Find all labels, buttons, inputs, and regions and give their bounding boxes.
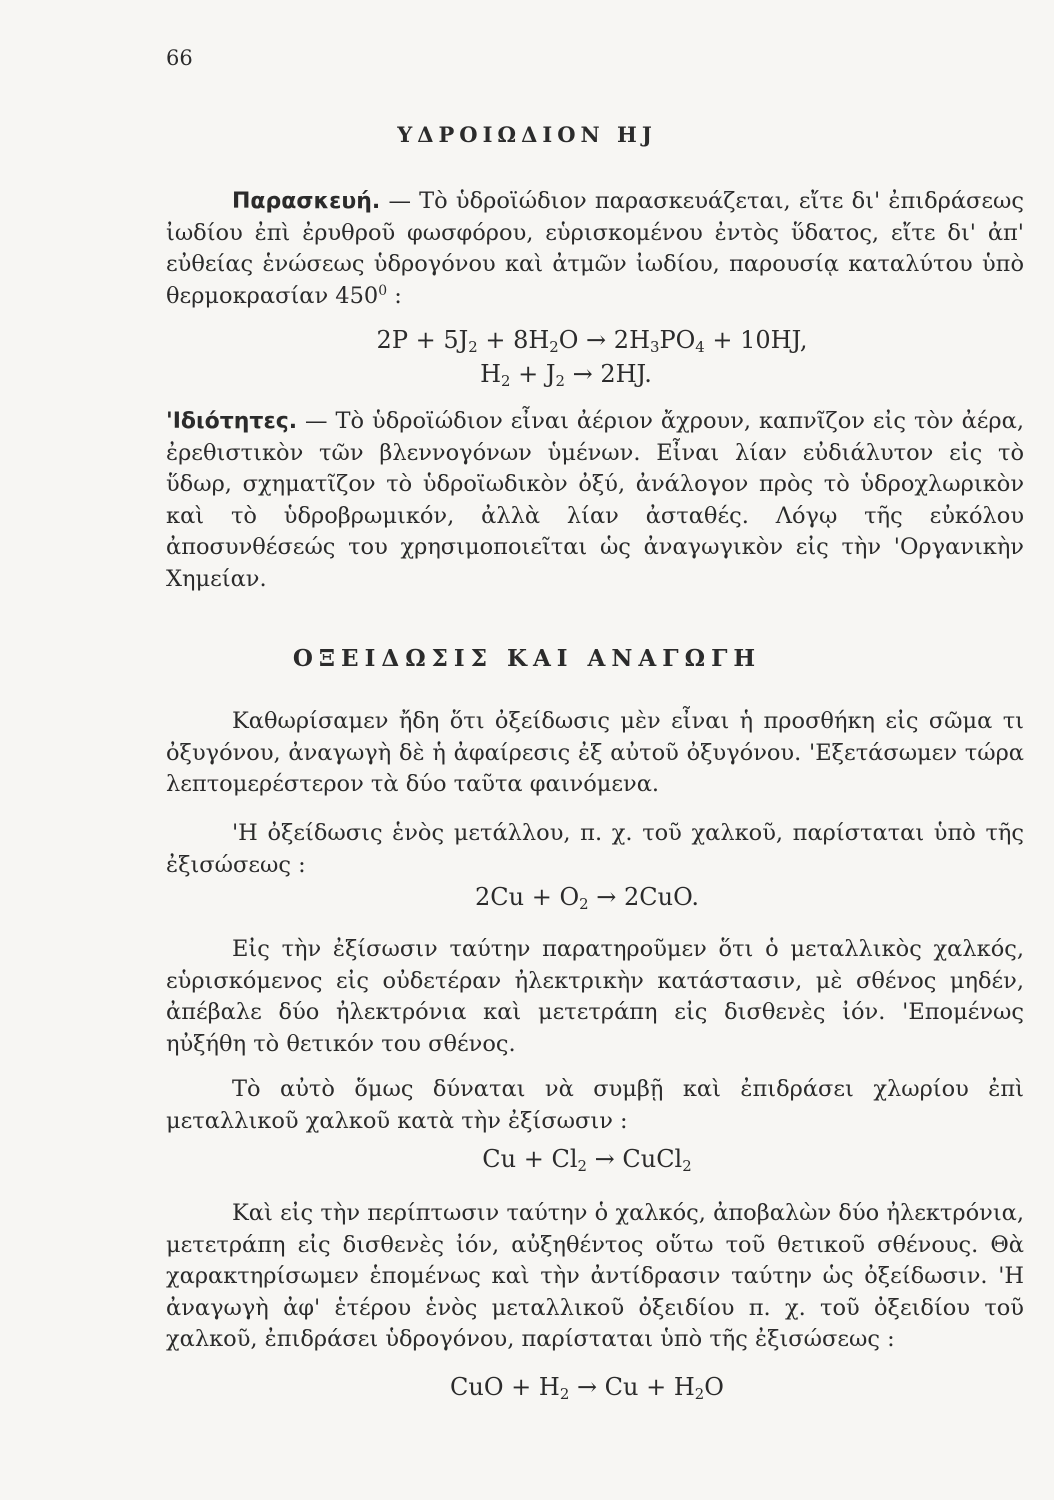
equation-copper-oxide-hydrogen: CuO + $H_2 \to Cu + H_2O$: [450, 1373, 724, 1403]
equation-copper-oxygen: $2Cu + O_2 \to 2CuO$.: [475, 883, 699, 913]
properties-label: 'Ιδιότητες.: [166, 409, 298, 434]
paragraph-chlorine: Τὸ αὐτὸ ὅμως δύναται νὰ συμβῇ καὶ ἐπιδράσει χλωρίου ἐπὶ μεταλλικοῦ χαλκοῦ κατὰ τὴν ἐξίσωσιν :: [166, 1076, 1024, 1134]
preparation-label: Παρασκευή.: [232, 189, 381, 214]
paragraph-definition: Καθωρίσαμεν ἤδη ὅτι ὀξείδωσις μὲν εἶναι ἡ προσθήκη εἰς σῶμα τι ὀξυγόνου, ἀναγωγὴ δὲ ἡ ἀφαίρεσις ἐξ αὐτοῦ ὀξυγόνου. 'Εξετάσωμεν τώρα λεπτομερέστερον τὰ δύο ταῦτα φαινόμενα.: [166, 708, 1024, 798]
equation-phosphorus-iodine: $2P + 5J_2 + 8H_2O \to 2H_3PO_4 + 10HJ$,: [376, 326, 808, 356]
degree-mark: 0: [378, 282, 388, 299]
page-number: 66: [166, 46, 193, 70]
section-title-oxidation-reduction: ΟΞΕΙΔΩΣΙΣ ΚΑΙ ΑΝΑΓΩΓΗ: [292, 645, 762, 672]
paragraph-copper-oxidation: 'Η ὀξείδωσις ἑνὸς μετάλλου, π. χ. τοῦ χαλκοῦ, παρίσταται ὑπὸ τῆς ἐξισώσεως :: [166, 820, 1024, 878]
equation-copper-chlorine: $Cu + Cl_2$ → CuCl$_2$: [482, 1145, 692, 1175]
paragraph-reduction: Καὶ εἰς τὴν περίπτωσιν ταύτην ὁ χαλκός, ἀποβαλὼν δύο ἠλεκτρόνια, μετετράπη εἰς δισθενὲς ἰόν, αὐξηθέντος οὕτω τοῦ θετικοῦ σθένους. Θὰ χαρακτηρίσωμεν ἑπομένως καὶ τὴν ἀντίδρασιν ταύτην ὡς ὀξείδωσιν. 'Η ἀναγωγὴ ἀφ' ἑτέρου ἑνὸς μεταλλικοῦ ὀξειδίου π. χ. τοῦ ὀξειδίου τοῦ χαλκοῦ, ἐπιδράσει ὑδρογόνου, παρίσταται ὑπὸ τῆς ἐξισώσεως :: [166, 1200, 1024, 1353]
equation-hydrogen-iodine: $H_2 + J_2 \to 2HJ$.: [480, 360, 652, 390]
preparation-end: :: [387, 282, 402, 309]
paragraph-preparation: [166, 186, 1024, 312]
properties-text: — Τὸ ὑδροϊώδιον εἶναι ἀέριον ἄχρουν, καπνῖζον εἰς τὸν ἀέρα, ἐρεθιστικὸν τῶν βλεννογόνων ὑμένων. Εἶναι λίαν εὐδιάλυτον εἰς τὸ ὕδωρ, σχηματῖζον τὸ ὑδροϊωδικὸν ὀξύ, ἀνάλογον πρὸς τὸ ὑδροχλωρικὸν καὶ τὸ ὑδροβρωμικόν, ἀλλὰ λίαν ἀσταθές. Λόγῳ τῆς εὐκόλου ἀποσυνθέσεώς του χρησιμοποιεῖται ὡς ἀναγωγικὸν εἰς τὴν 'Οργανικὴν Χημείαν.: [166, 408, 1024, 592]
section-title-hydroiodide: ΥΔΡΟΙΩΔΙΟΝ HJ: [397, 122, 657, 147]
preparation-text: — Τὸ ὑδροϊώδιον παρασκευάζεται, εἴτε δι' ἐπιδράσεως ἰωδίου ἐπὶ ἐρυθροῦ φωσφόρου, εὑρισκομένου ἐντὸς ὕδατος, εἴτε δι' ἀπ' εὐθείας ἑνώσεως ὑδρογόνου καὶ ἀτμῶν ἰωδίου, παρουσίᾳ καταλύτου ὑπὸ θερμοκρασίαν 450: [166, 188, 1024, 309]
paragraph-electrons: Εἰς τὴν ἐξίσωσιν ταύτην παρατηροῦμεν ὅτι ὁ μεταλλικὸς χαλκός, εὑρισκόμενος εἰς οὐδετέραν ἠλεκτρικὴν κατάστασιν, μὲ σθένος μηδέν, ἀπέβαλε δύο ἠλεκτρόνια καὶ μετετράπη εἰς δισθενὲς ἰόν. 'Επομένως ηὐξήθη τὸ θετικόν του σθένος.: [166, 936, 1024, 1057]
paragraph-properties: [166, 406, 1024, 596]
